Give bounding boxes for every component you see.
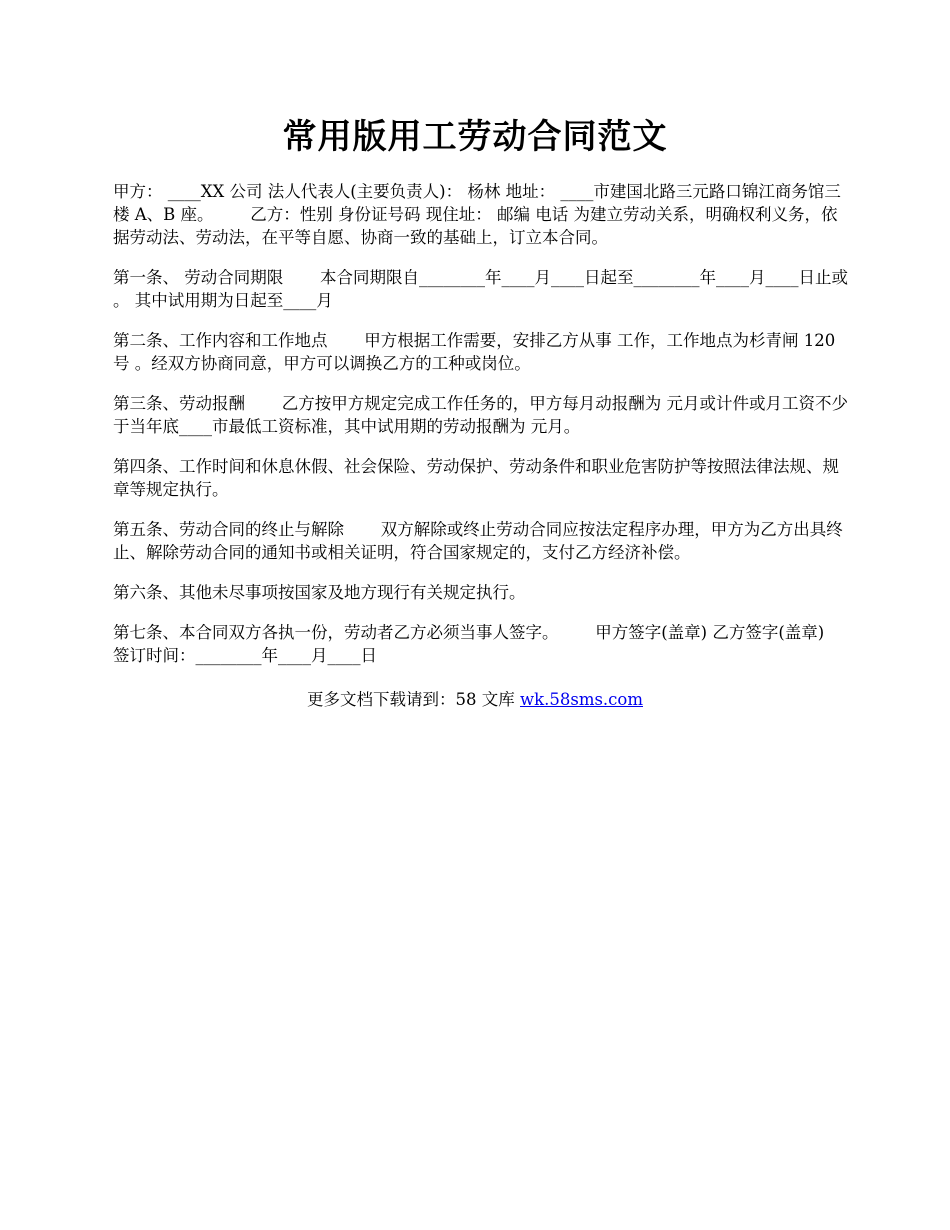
document-title: 常用版用工劳动合同范文 [282, 117, 668, 157]
footer-prefix: 更多文档下载请到：58 文库 [306, 690, 520, 709]
article-5-paragraph: 第五条、劳动合同的终止与解除 双方解除或终止劳动合同应按法定程序办理，甲方为乙方出具终止、解除劳动合同的通知书或相关证明，符合国家规定的，支付乙方经济补偿。 [113, 520, 843, 562]
party-info-paragraph: 甲方： ____XX 公司 法人代表人(主要负责人)： 杨林 地址： ____市建国北路三元路口锦江商务馆三楼 A、B 座。 乙方：性别 身份证号码 现住址： 邮编 电话 为建立劳动关系，明确权利义务，依据劳动法、劳动法，在平等自愿、协商一致的基础上，订立本合同。 [113, 182, 841, 247]
article-7-paragraph: 第七条、本合同双方各执一份，劳动者乙方必须当事人签字。 甲方签字(盖章) 乙方签字(盖章) 签订时间：________年____月____日 [113, 623, 856, 665]
article-3-paragraph: 第三条、劳动报酬 乙方按甲方规定完成工作任务的，甲方每月动报酬为 元月或计件或月工资不少于当年底____市最低工资标准，其中试用期的劳动报酬为 元月。 [113, 394, 848, 436]
article-2-paragraph: 第二条、工作内容和工作地点 甲方根据工作需要，安排乙方从事 工作，工作地点为杉青闸 120 号 。经双方协商同意，甲方可以调换乙方的工种或岗位。 [113, 331, 841, 373]
article-1-paragraph: 第一条、 劳动合同期限 本合同期限自________年____月____日起至________年____月____日止或 。 其中试用期为日起至____月 [113, 268, 854, 310]
article-6-paragraph: 第六条、其他未尽事项按国家及地方现行有关规定执行。 [113, 583, 526, 602]
footer-link[interactable]: wk.58sms.com [519, 690, 643, 709]
article-4-paragraph: 第四条、工作时间和休息休假、社会保险、劳动保护、劳动条件和职业危害防护等按照法律法规、规章等规定执行。 [113, 457, 839, 499]
contract-body [113, 180, 856, 684]
download-footer [0, 688, 950, 711]
